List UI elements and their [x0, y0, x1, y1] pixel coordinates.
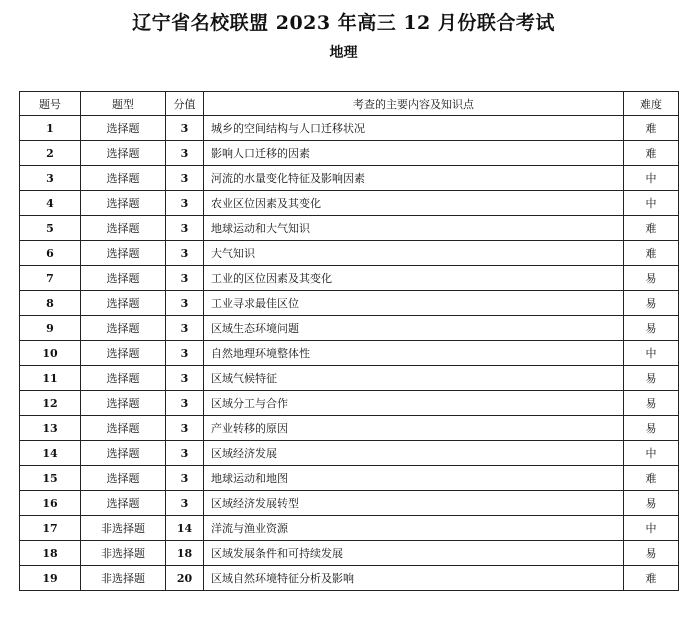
score-cell: 3 — [166, 441, 204, 466]
question-number-cell: 6 — [20, 241, 81, 266]
table-row — [20, 366, 679, 391]
difficulty-cell: 中 — [624, 191, 679, 216]
content-cell: 大气知识 — [204, 241, 624, 266]
difficulty-cell: 难 — [624, 466, 679, 491]
table-row — [20, 441, 679, 466]
question-type-cell: 选择题 — [81, 441, 166, 466]
question-type-cell: 选择题 — [81, 391, 166, 416]
question-type-cell: 选择题 — [81, 366, 166, 391]
score-cell: 3 — [166, 491, 204, 516]
table-header-row — [20, 92, 679, 116]
score-cell: 14 — [166, 516, 204, 541]
content-cell: 区域经济发展 — [204, 441, 624, 466]
page-subtitle: 地理 — [329, 45, 358, 61]
question-type-cell: 选择题 — [81, 491, 166, 516]
question-number-cell: 4 — [20, 191, 81, 216]
table-row — [20, 491, 679, 516]
question-type-cell: 选择题 — [81, 141, 166, 166]
column-header-difficulty: 难度 — [624, 92, 679, 116]
content-cell: 工业的区位因素及其变化 — [204, 266, 624, 291]
content-cell: 产业转移的原因 — [204, 416, 624, 441]
score-cell: 3 — [166, 141, 204, 166]
question-type-cell: 选择题 — [81, 266, 166, 291]
question-number-cell: 12 — [20, 391, 81, 416]
question-type-cell: 选择题 — [81, 316, 166, 341]
question-number-cell: 14 — [20, 441, 81, 466]
difficulty-cell: 易 — [624, 416, 679, 441]
table-row — [20, 316, 679, 341]
score-cell: 3 — [166, 316, 204, 341]
difficulty-cell: 易 — [624, 366, 679, 391]
score-cell: 3 — [166, 266, 204, 291]
column-header-content: 考查的主要内容及知识点 — [204, 92, 624, 116]
content-cell: 城乡的空间结构与人口迁移状况 — [204, 116, 624, 141]
question-type-cell: 选择题 — [81, 191, 166, 216]
content-cell: 农业区位因素及其变化 — [204, 191, 624, 216]
difficulty-cell: 易 — [624, 391, 679, 416]
question-number-cell: 16 — [20, 491, 81, 516]
question-number-cell: 1 — [20, 116, 81, 141]
table-row — [20, 516, 679, 541]
score-cell: 3 — [166, 341, 204, 366]
difficulty-cell: 难 — [624, 141, 679, 166]
exam-spec-table — [19, 91, 679, 591]
content-cell: 河流的水量变化特征及影响因素 — [204, 166, 624, 191]
question-number-cell: 5 — [20, 216, 81, 241]
question-number-cell: 13 — [20, 416, 81, 441]
page-title: 辽宁省名校联盟 2023 年高三 12 月份联合考试 — [132, 12, 555, 34]
difficulty-cell: 难 — [624, 216, 679, 241]
score-cell: 3 — [166, 291, 204, 316]
question-number-cell: 11 — [20, 366, 81, 391]
question-type-cell: 选择题 — [81, 466, 166, 491]
score-cell: 18 — [166, 541, 204, 566]
content-cell: 自然地理环境整体性 — [204, 341, 624, 366]
score-cell: 3 — [166, 116, 204, 141]
score-cell: 3 — [166, 366, 204, 391]
score-cell: 20 — [166, 566, 204, 591]
column-header-type: 题型 — [81, 92, 166, 116]
column-header-score: 分值 — [166, 92, 204, 116]
difficulty-cell: 难 — [624, 116, 679, 141]
question-number-cell: 18 — [20, 541, 81, 566]
table-row — [20, 291, 679, 316]
content-cell: 区域生态环境问题 — [204, 316, 624, 341]
table-row — [20, 541, 679, 566]
question-type-cell: 非选择题 — [81, 566, 166, 591]
content-cell: 工业寻求最佳区位 — [204, 291, 624, 316]
content-cell: 地球运动和大气知识 — [204, 216, 624, 241]
table-row — [20, 341, 679, 366]
question-number-cell: 10 — [20, 341, 81, 366]
content-cell: 区域发展条件和可持续发展 — [204, 541, 624, 566]
table-row — [20, 216, 679, 241]
question-number-cell: 2 — [20, 141, 81, 166]
table-row — [20, 466, 679, 491]
question-type-cell: 选择题 — [81, 116, 166, 141]
table-row — [20, 266, 679, 291]
score-cell: 3 — [166, 466, 204, 491]
score-cell: 3 — [166, 416, 204, 441]
question-type-cell: 非选择题 — [81, 516, 166, 541]
column-header-number: 题号 — [20, 92, 81, 116]
difficulty-cell: 中 — [624, 516, 679, 541]
question-type-cell: 选择题 — [81, 291, 166, 316]
question-number-cell: 8 — [20, 291, 81, 316]
question-type-cell: 选择题 — [81, 216, 166, 241]
difficulty-cell: 易 — [624, 541, 679, 566]
table-row — [20, 141, 679, 166]
score-cell: 3 — [166, 391, 204, 416]
difficulty-cell: 中 — [624, 166, 679, 191]
question-type-cell: 选择题 — [81, 416, 166, 441]
question-number-cell: 9 — [20, 316, 81, 341]
score-cell: 3 — [166, 216, 204, 241]
question-number-cell: 17 — [20, 516, 81, 541]
difficulty-cell: 易 — [624, 491, 679, 516]
question-number-cell: 19 — [20, 566, 81, 591]
table-row — [20, 166, 679, 191]
difficulty-cell: 难 — [624, 566, 679, 591]
content-cell: 洋流与渔业资源 — [204, 516, 624, 541]
question-type-cell: 选择题 — [81, 166, 166, 191]
content-cell: 区域分工与合作 — [204, 391, 624, 416]
difficulty-cell: 易 — [624, 316, 679, 341]
difficulty-cell: 易 — [624, 291, 679, 316]
difficulty-cell: 中 — [624, 441, 679, 466]
table-body — [20, 116, 679, 591]
content-cell: 区域自然环境特征分析及影响 — [204, 566, 624, 591]
question-number-cell: 7 — [20, 266, 81, 291]
question-type-cell: 选择题 — [81, 341, 166, 366]
content-cell: 区域气候特征 — [204, 366, 624, 391]
question-number-cell: 3 — [20, 166, 81, 191]
table-row — [20, 566, 679, 591]
difficulty-cell: 中 — [624, 341, 679, 366]
difficulty-cell: 易 — [624, 266, 679, 291]
table-row — [20, 191, 679, 216]
content-cell: 地球运动和地图 — [204, 466, 624, 491]
question-number-cell: 15 — [20, 466, 81, 491]
score-cell: 3 — [166, 191, 204, 216]
table-row — [20, 416, 679, 441]
table-row — [20, 241, 679, 266]
table-row — [20, 116, 679, 141]
question-type-cell: 选择题 — [81, 241, 166, 266]
difficulty-cell: 难 — [624, 241, 679, 266]
content-cell: 影响人口迁移的因素 — [204, 141, 624, 166]
score-cell: 3 — [166, 166, 204, 191]
score-cell: 3 — [166, 241, 204, 266]
table-row — [20, 391, 679, 416]
content-cell: 区域经济发展转型 — [204, 491, 624, 516]
question-type-cell: 非选择题 — [81, 541, 166, 566]
